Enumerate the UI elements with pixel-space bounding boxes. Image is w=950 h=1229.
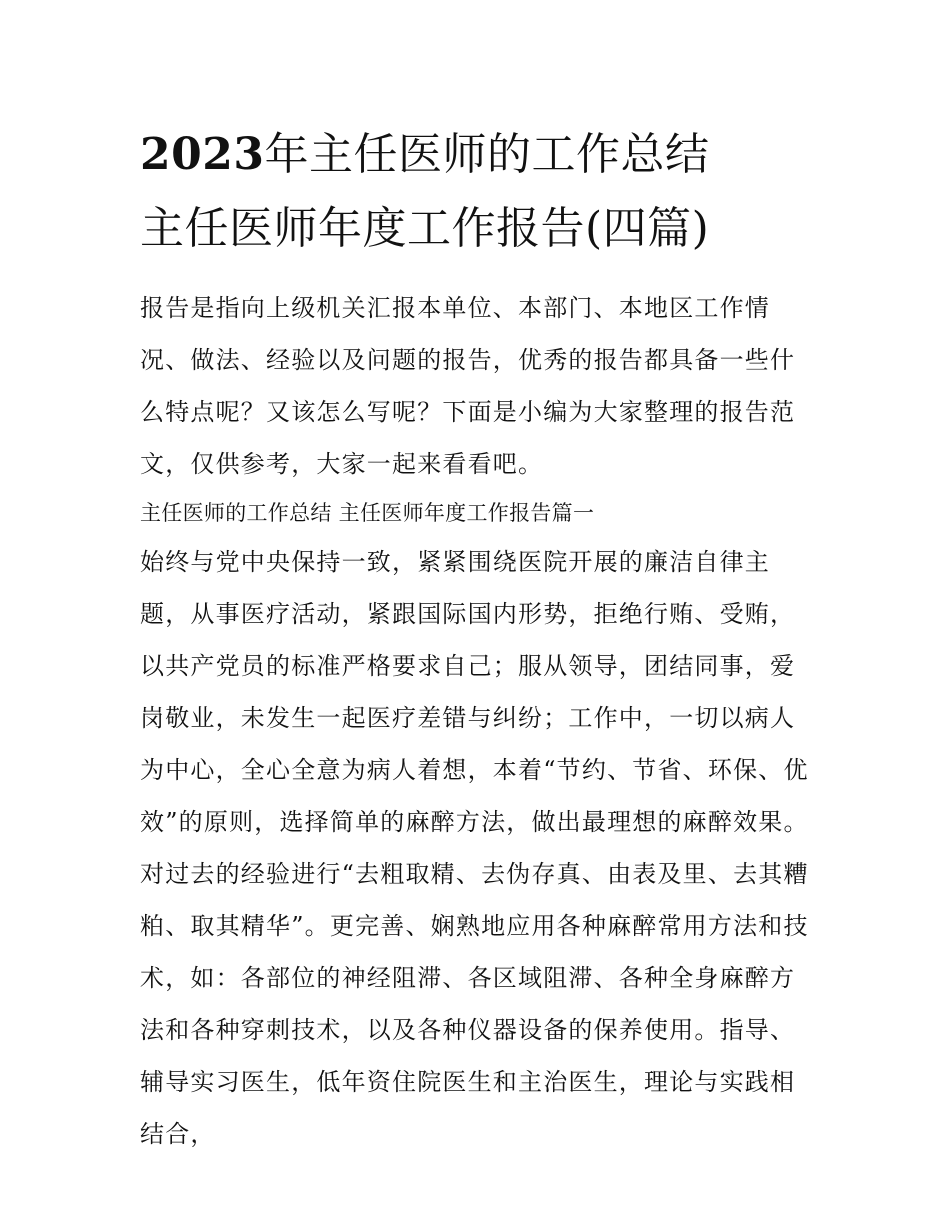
title-line-1 [140, 118, 820, 192]
title-line-1-text: 年主任医师的工作总结 [264, 129, 710, 180]
title-year: 2023 [140, 129, 265, 180]
title-line-2: 主任医师年度工作报告(四篇) [140, 203, 710, 254]
body-paragraph-1: 始终与党中央保持一致，紧紧围绕医院开展的廉洁自律主题，从事医疗活动，紧跟国际国内形势，拒绝行贿、受贿，以共产党员的标准严格要求自己；服从领导，团结同事，爱岗敬业，未发生一起医疗差错与纠纷；工作中，一切以病人为中心，全心全意为病人着想，本着“节约、节省、环保、优效”的原则，选择简单的麻醉方法，做出最理想的麻醉效果。 [140, 548, 809, 836]
section-heading: 主任医师的工作总结 主任医师年度工作报告篇一 [140, 501, 595, 525]
document-title [140, 118, 820, 266]
body-paragraph-2: 对过去的经验进行“去粗取精、去伪存真、由表及里、去其糟粕、取其精华”。更完善、娴熟地应用各种麻醉常用方法和技术，如：各部位的神经阻滞、各区域阻滞、各种全身麻醉方法和各种穿刺技术，以及各种仪器设备的保养使用。指导、辅导实习医生，低年资住院医生和主治医生，理论与实践相结合， [140, 860, 809, 1148]
document-page [140, 118, 820, 1160]
document-body [140, 282, 820, 1160]
intro-paragraph: 报告是指向上级机关汇报本单位、本部门、本地区工作情况、做法、经验以及问题的报告，优秀的报告都具备一些什么特点呢？又该怎么写呢？下面是小编为大家整理的报告范文，仅供参考，大家一起来看看吧。 [140, 294, 796, 478]
